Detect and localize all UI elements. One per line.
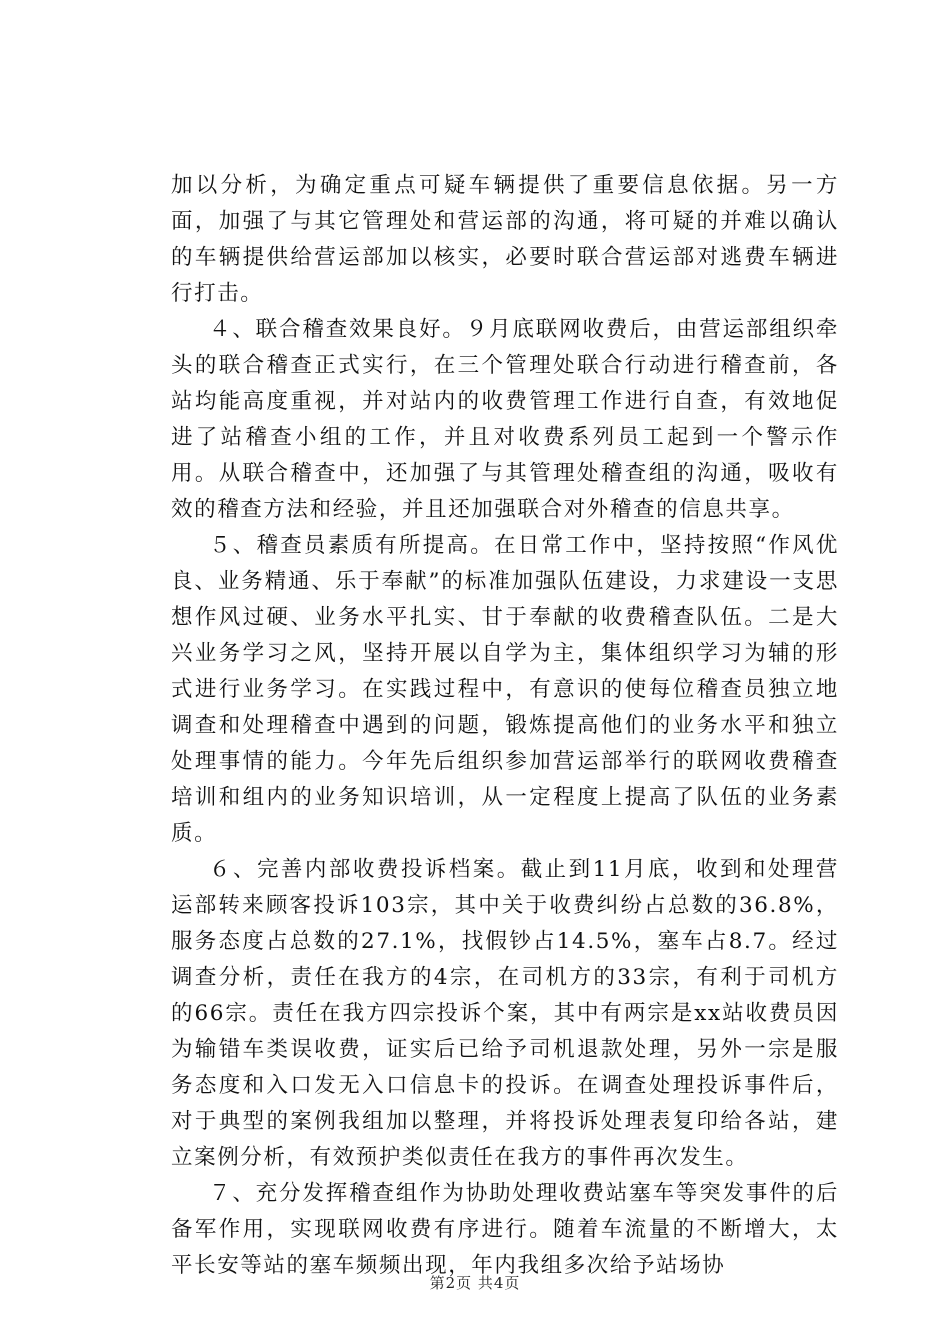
paragraph-continuation: 加以分析，为确定重点可疑车辆提供了重要信息依据。另一方面，加强了与其它管理处和营运部的沟通，将可疑的并难以确认的车辆提供给营运部加以核实，必要时联合营运部对逃费车辆进行打击。 bbox=[171, 173, 839, 306]
paragraph-item-4: ４、联合稽查效果良好。９月底联网收费后，由营运部组织牵头的联合稽查正式实行，在三个管理处联合行动进行稽查前，各站均能高度重视，并对站内的收费管理工作进行自查，有效地促进了站稽查小组的工作，并且对收费系列员工起到一个警示作用。从联合稽查中，还加强了与其管理处稽查组的沟通，吸收有效的稽查方法和经验，并且还加强联合对外稽查的信息共享。 bbox=[171, 317, 839, 522]
page-footer: 第2页 共4页 bbox=[429, 1274, 521, 1292]
paragraph-item-5: ５、稽查员素质有所提高。在日常工作中，坚持按照“作风优良、业务精通、乐于奉献”的标准加强队伍建设，力求建设一支思想作风过硬、业务水平扎实、甘于奉献的收费稽查队伍。二是大兴业务学习之风，坚持开展以自学为主，集体组织学习为辅的形式进行业务学习。在实践过程中，有意识的使每位稽查员独立地调查和处理稽查中遇到的问题，锻炼提高他们的业务水平和独立处理事情的能力。今年先后组织参加营运部举行的联网收费稽查培训和组内的业务知识培训，从一定程度上提高了队伍的业务素质。 bbox=[171, 533, 839, 846]
body-text bbox=[171, 168, 839, 1284]
paragraph-item-6: ６、完善内部收费投诉档案。截止到11月底，收到和处理营运部转来顾客投诉103宗，其中关于收费纠纷占总数的36.8%，服务态度占总数的27.1%，找假钞占14.5%，塞车占8.7。经过调查分析，责任在我方的4宗，在司机方的33宗，有利于司机方的66宗。责任在我方四宗投诉个案，其中有两宗是xx站收费员因为输错车类误收费，证实后已给予司机退款处理，另外一宗是服务态度和入口发无入口信息卡的投诉。在调查处理投诉事件后，对于典型的案例我组加以整理，并将投诉处理表复印给各站，建立案例分析，有效预护类似责任在我方的事件再次发生。 bbox=[171, 857, 839, 1170]
paragraph-item-7: ７、充分发挥稽查组作为协助处理收费站塞车等突发事件的后备军作用，实现联网收费有序进行。随着车流量的不断增大，太平长安等站的塞车频频出现，年内我组多次给予站场协 bbox=[171, 1181, 839, 1278]
